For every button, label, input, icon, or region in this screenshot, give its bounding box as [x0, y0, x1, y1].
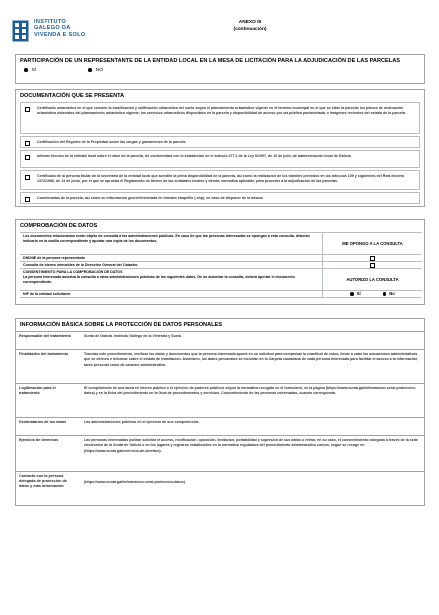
protection-row-key: Destinatarios de los datos — [19, 420, 67, 424]
oppose-checkbox[interactable] — [370, 256, 375, 261]
data-verification-section — [15, 219, 425, 305]
logo-line-2: GALEGO DA — [34, 25, 71, 32]
data-protection-section — [15, 318, 425, 506]
documents-section — [15, 89, 425, 207]
protection-row-value: Las administraciones públicas en el ejercicio de sus competencias. — [84, 420, 200, 424]
radio-no-icon[interactable] — [88, 68, 92, 72]
document-checkbox[interactable] — [25, 155, 30, 160]
verification-intro-row — [20, 232, 422, 254]
participation-title: PARTICIPACIÓN DE UN REPRESENTANTE DE LA ENTIDAD LOCAL EN LA MESA DE LICITACIÓN PARA LA ADJUDICACIÓN DE LAS PARCELAS — [20, 58, 400, 64]
document-item — [20, 102, 420, 134]
participation-yes-label: SÍ — [31, 67, 37, 73]
participation-yes-option[interactable] — [24, 68, 36, 73]
protection-row-value: Las personas interesadas podrán solicitar el acceso, rectificación, oposición, limitación, portabilidad y supresión de sus datos o retirar, en su caso, el consentimiento otorgado a través de la sede electrónica de la Xunta de Galicia o en los lugares y registros establecidos en la normativa reguladora del procedimiento administrativo común, según se recoge en (https://www.xunta.gal/exercicio-de-dereitos). — [84, 438, 418, 453]
protection-row-value: El cumplimiento de una tarea en interés público o el ejercicio de poderes públicos según la normativa recogida en el formulario, en la página (https://www.xunta.gal/informacion-xeral-proteccion-datos) y en la ficha del procedimiento en la Guía de procedimientos y servicios. Consentimiento de las personas interesadas, cuando corresponda. — [84, 386, 416, 396]
protection-row — [16, 417, 424, 435]
document-item-text: Certificado de la persona titular de la secretaría de la entidad local que acredite la plena disponibilidad de la parcela, así como la realización de los trámites previstos en los artículos 109 y siguientes del Real decreto 1372/1986, de 13 de junio, por el que se aprueba el Reglamento de bienes de las entidades locales y demás normativa aplicable, para proceder a la adjudicación de las parcelas. — [37, 173, 405, 183]
logo-line-1: INSTITUTO — [34, 19, 67, 25]
logo-text — [34, 19, 86, 38]
document-checkbox[interactable] — [25, 175, 30, 180]
authorize-options — [322, 291, 422, 297]
document-item-text: Certificación del Registro de la Propiedad sobre las cargas y gravámenes de la parcela. — [37, 139, 187, 144]
protection-row-key: Finalidades del tratamiento — [19, 352, 69, 356]
consent-title: CONSENTIMIENTO PARA LA COMPROBACIÓN DE DATOS — [23, 269, 123, 274]
protection-row — [16, 349, 424, 383]
authorize-no-option[interactable] — [383, 291, 395, 297]
oppose-checkbox[interactable] — [370, 263, 375, 268]
xunta-shield-icon — [12, 20, 29, 42]
authorize-yes-label: Sí — [356, 291, 361, 297]
verification-row-label: DNI/NIE de la persona representante — [23, 255, 86, 260]
institute-logo — [10, 17, 90, 47]
logo-line-3: VIVENDA E SOLO — [34, 31, 86, 38]
protection-row-value: (https://www.xunta.gal/informacion-xeral-proteccion-datos) — [84, 480, 185, 484]
nif-row — [20, 290, 422, 298]
verification-row — [20, 261, 422, 268]
nif-label: NIF de la entidad solicitante — [23, 291, 71, 296]
annex-heading — [210, 19, 290, 33]
document-checkbox[interactable] — [25, 107, 30, 112]
documents-title: DOCUMENTACIÓN QUE SE PRESENTA — [20, 93, 125, 99]
oppose-header: ME OPONGO A LA CONSULTA — [322, 233, 422, 254]
authorize-header: AUTORIZO LA CONSULTA — [322, 269, 422, 290]
radio-yes-icon[interactable] — [24, 68, 28, 72]
protection-row-key: Contacto con la persona delegada de protección de datos y más información — [19, 474, 67, 489]
protection-row-key: Legitimación para el tratamiento — [19, 386, 56, 396]
document-item-text: Coordenadas de la parcela, así como su información georreferenciada en formato shapefile (.shp), en caso de disponer de la misma. — [37, 195, 264, 200]
protection-row — [16, 435, 424, 471]
annex-subtitle: (continuación) — [233, 27, 267, 32]
verification-row — [20, 254, 422, 261]
document-item — [20, 150, 420, 168]
document-item-text: Certificado urbanístico en el que consten la clasificación y calificación urbanística del suelo según el planeamiento urbanístico vigente en el término municipal en el que se sitúe la parcela; los planos de ordenación urbanística obtenidos del planeamiento urbanístico vigente; los servicios urbanísticos disponibles en la parcela y disponibilidad de acceso por vía pública pavimentada; e imágenes recientes del estado de la parcela. — [37, 105, 406, 115]
document-item — [20, 192, 420, 204]
participation-options — [20, 68, 420, 73]
consent-text: La persona interesada autoriza la consulta a otras administraciones públicas de los siguientes datos. De no autorizar la consulta, deberá aportar el documento correspondiente. — [23, 274, 295, 284]
document-item — [20, 170, 420, 190]
protection-row-key: Responsable del tratamiento — [19, 334, 71, 338]
protection-row-value: Tramitar este procedimiento, verificar los datos y documentos que la persona interesada aporte en su solicitud para comprobar la exactitud de estos, llevar a cabo las actuaciones administrativas que se deriven e informar sobre el estado de tramitación. Asimismo, los datos personales se incluirán en la Carpeta ciudadana de cada persona interesada para facilitar el acceso a la información, tanto personal como de carácter administrativo. — [84, 352, 419, 367]
protection-row — [16, 383, 424, 417]
consent-text-block — [20, 269, 320, 286]
protection-row — [16, 471, 424, 506]
participation-no-label: NO — [95, 67, 103, 73]
protection-row — [16, 331, 424, 349]
page-header — [10, 17, 430, 53]
document-item-text: Informe técnico de la entidad local sobre el valor de la parcela, de conformidad con lo establecido en el artículo 277.1 de la Ley 5/1997, de 10 de julio, de administración local de Galicia. — [37, 153, 352, 158]
authorize-no-label: No — [389, 291, 395, 297]
protection-row-key: Ejercicio de derechos — [19, 438, 59, 442]
verification-intro-text: Los documentos relacionados serán objeto de consulta a las administraciones públicas. En caso de que las personas interesadas se opongan a esta consulta, deberán indicarlo en la casilla correspondiente y aportar una copia de los documentos. — [23, 233, 310, 243]
protection-title: INFORMACIÓN BÁSICA SOBRE LA PROTECCIÓN DE DATOS PERSONALES — [20, 322, 223, 328]
radio-yes-icon[interactable] — [350, 292, 354, 296]
document-checkbox[interactable] — [25, 141, 30, 146]
verification-row-label: Consulta de bienes inmuebles de la Dirección General del Catastro — [23, 262, 138, 267]
document-item — [20, 136, 420, 148]
verification-table — [20, 232, 422, 298]
annex-title: ANEXO III — [238, 20, 262, 25]
radio-no-icon[interactable] — [383, 292, 387, 296]
document-checkbox[interactable] — [25, 197, 30, 202]
participation-no-option[interactable] — [88, 68, 103, 73]
protection-row-value: Xunta de Galicia. Instituto Gallego de la Vivienda y Suelo. — [84, 334, 182, 338]
consent-row — [20, 268, 422, 290]
participation-section — [15, 54, 425, 84]
verification-title: COMPROBACIÓN DE DATOS — [20, 223, 98, 229]
authorize-yes-option[interactable] — [350, 291, 361, 297]
